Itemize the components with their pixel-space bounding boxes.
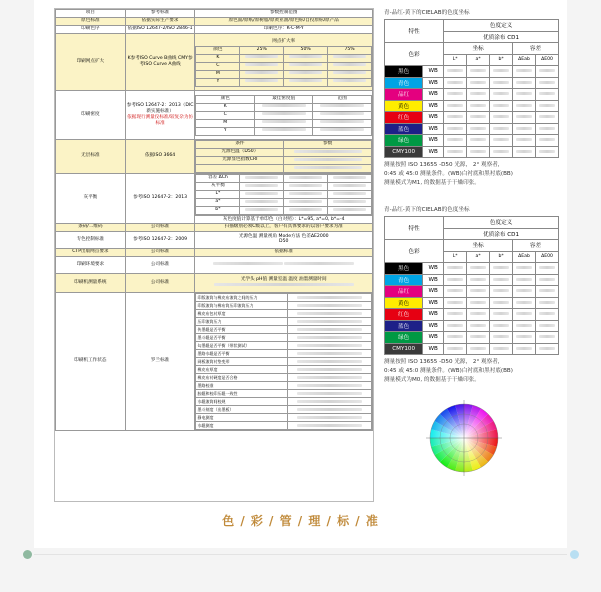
color-row	[385, 112, 559, 124]
check-label: 橡皮布包衬厚度	[196, 310, 287, 318]
header-substrate: 优质涂布 CD1	[444, 31, 559, 43]
value-cell	[444, 135, 467, 147]
value-cell	[467, 263, 490, 275]
value-cell	[513, 286, 536, 298]
value-cell	[513, 343, 536, 355]
row-item: 印刷机工作状态	[56, 293, 126, 431]
value-cell	[536, 66, 559, 78]
color-swatch: CMY100	[385, 343, 423, 355]
row-params: 光源色温 测量视角 Mode方法 色差ΔE2000	[238, 234, 329, 240]
color-swatch: 蓝色	[385, 123, 423, 135]
backing-label: WB	[423, 112, 444, 124]
color-row	[385, 89, 559, 101]
value-cell	[467, 77, 490, 89]
row-item: 原色标准	[56, 18, 126, 26]
gb-formula: 灰色度值计算基于单印色（白对照）：L*=95, a*=0, b*=-4	[195, 215, 372, 223]
table-row	[56, 224, 373, 232]
row-item: CTP出版网点要求	[56, 249, 126, 257]
value-cell	[467, 66, 490, 78]
value-cell	[467, 332, 490, 344]
axis-label: L*	[444, 54, 467, 66]
header-substrate: 优质涂布 CD1	[444, 228, 559, 240]
header-characteristic: 特性	[385, 20, 444, 43]
measurement-note: 测量模式为M0, 的数据基于干燥印张。	[384, 377, 480, 383]
row-params: 扫描级别必须C级以上，客户有具体要求的以客户要求为准	[195, 224, 373, 232]
color-row	[385, 263, 559, 275]
value-cell	[490, 89, 513, 101]
value-cell	[536, 77, 559, 89]
row-ref: 参考ISO 12647-2：2013（DIC新实施标准）	[126, 103, 194, 114]
sub-header: 颜色	[196, 95, 255, 103]
backing-label: WB	[423, 89, 444, 101]
value-cell	[513, 309, 536, 321]
standards-document	[54, 8, 374, 502]
value-cell	[536, 274, 559, 286]
color-row	[385, 123, 559, 135]
header-coordinates: 坐标	[444, 43, 513, 55]
value-cell	[513, 274, 536, 286]
color-section-1	[384, 8, 559, 188]
backing-label: WB	[423, 274, 444, 286]
dot-gain-subtable	[195, 46, 372, 87]
row-item: 无层标准	[56, 140, 126, 174]
value-cell	[490, 112, 513, 124]
measurement-note: 测量按照 ISO 13655 -D50 光源， 2° 观察者，	[384, 162, 504, 168]
color-row	[385, 332, 559, 344]
row-item: 灰平衡	[56, 174, 126, 224]
value-cell	[444, 286, 467, 298]
color-row	[385, 309, 559, 321]
value-cell	[444, 343, 467, 355]
condition-label: 光源色温（D50）	[196, 149, 284, 157]
header-color-definition: 色度定义	[444, 217, 559, 229]
table-row	[56, 232, 373, 249]
value-cell	[536, 146, 559, 158]
header-coordinates: 坐标	[444, 240, 513, 252]
value-cell	[490, 274, 513, 286]
check-label: 墨斗刻度（出墨板）	[196, 406, 287, 414]
color-label: C	[196, 111, 255, 119]
backing-label: WB	[423, 297, 444, 309]
value-cell	[467, 100, 490, 112]
value-cell	[444, 274, 467, 286]
sub-header: 50%	[284, 46, 328, 54]
row-ref: 罗兰标准	[125, 293, 195, 431]
color-row	[385, 100, 559, 112]
right-dot-indicator	[570, 550, 579, 559]
value-cell	[536, 297, 559, 309]
value-cell	[536, 112, 559, 124]
color-swatch: 绿色	[385, 135, 423, 147]
backing-label: WB	[423, 309, 444, 321]
color-row	[385, 343, 559, 355]
check-label: 勾墨辊是否平衡（带状测试）	[196, 342, 287, 350]
row-params: 印刷色序：K-C-M-Y	[195, 26, 373, 34]
check-label: 印版滚筒与橡布筒压印滚筒压力	[196, 302, 287, 310]
header-reference: 参考标准	[125, 10, 195, 18]
color-swatch: 黑色	[385, 66, 423, 78]
sub-header: 颜色	[196, 46, 240, 54]
check-label: 压印滚筒压力	[196, 318, 287, 326]
color-label: M	[196, 119, 255, 127]
header-color: 色彩	[385, 43, 444, 66]
color-row	[385, 77, 559, 89]
backing-label: WB	[423, 135, 444, 147]
axis-label: a*	[467, 251, 490, 263]
value-cell	[513, 297, 536, 309]
row-params: 网点扩大率	[272, 38, 296, 44]
row-ref: 参考ISO 12647-2：2013	[125, 174, 195, 224]
row-params: 依据标准	[195, 249, 373, 257]
check-label: 橡皮布衬硬度是否合格	[196, 374, 287, 382]
value-cell	[513, 135, 536, 147]
value-cell	[513, 332, 536, 344]
gb-label: 灰平衡	[196, 183, 240, 191]
color-wheel-image	[424, 398, 504, 478]
value-cell	[513, 146, 536, 158]
value-cell	[490, 297, 513, 309]
table-row	[56, 26, 373, 34]
axis-label: b*	[490, 54, 513, 66]
row-ref-note: 依据现行测量仪标准/较复杂为仿标准	[127, 115, 194, 126]
value-cell	[536, 263, 559, 275]
axis-label: L*	[444, 251, 467, 263]
axis-label: ΔEab	[513, 251, 536, 263]
value-cell	[490, 77, 513, 89]
header-project: 项目	[56, 10, 126, 18]
color-row	[385, 320, 559, 332]
measurement-note: 测量按照 ISO 13655 -D50 光源， 2° 观察者，	[384, 359, 504, 365]
header-characteristic: 特性	[385, 217, 444, 240]
value-cell	[467, 343, 490, 355]
gb-label: 容差 ΔCh	[196, 175, 240, 183]
table-row	[56, 274, 373, 293]
backing-label: WB	[423, 77, 444, 89]
value-cell	[467, 123, 490, 135]
row-item: 条码/二维码	[56, 224, 126, 232]
color-label: Y	[196, 127, 255, 135]
color-row	[385, 297, 559, 309]
row-item: 印刷密度	[56, 91, 126, 140]
value-cell	[536, 309, 559, 321]
row-item: 印刷色序	[56, 26, 126, 34]
gb-label: L*	[196, 191, 240, 199]
value-cell	[536, 320, 559, 332]
value-cell	[467, 297, 490, 309]
header-tolerance: 容差	[513, 240, 559, 252]
value-cell	[467, 89, 490, 101]
value-cell	[536, 89, 559, 101]
backing-label: WB	[423, 146, 444, 158]
backing-label: WB	[423, 100, 444, 112]
sub-header: 75%	[328, 46, 372, 54]
color-label: Y	[196, 78, 240, 86]
value-cell	[513, 123, 536, 135]
axis-label: ΔE00	[536, 54, 559, 66]
row-ref: 依据ISO 3664	[125, 140, 195, 174]
backing-label: WB	[423, 343, 444, 355]
color-swatch: 品红	[385, 89, 423, 101]
value-cell	[536, 135, 559, 147]
value-cell	[444, 89, 467, 101]
sub-header: 参数	[284, 141, 372, 149]
value-cell	[490, 123, 513, 135]
cielab-table	[384, 216, 559, 355]
check-label: 静电测度	[196, 414, 287, 422]
measurement-note: 测量模式为M1, 的数据基于干燥印张。	[384, 180, 480, 186]
value-cell	[444, 332, 467, 344]
value-cell	[444, 146, 467, 158]
value-cell	[513, 89, 536, 101]
table-row	[56, 293, 373, 431]
row-ref: 公司标准	[125, 249, 195, 257]
color-swatch: CMY100	[385, 146, 423, 158]
color-table-title: 青-品红-黄下的CIELAB的色度坐标	[384, 10, 470, 16]
row-params-2: D50	[279, 239, 289, 244]
header-tolerance: 容差	[513, 43, 559, 55]
header-color-definition: 色度定义	[444, 20, 559, 32]
value-cell	[444, 123, 467, 135]
backing-label: WB	[423, 66, 444, 78]
check-label: 墨斗辊是否平衡	[196, 334, 287, 342]
check-label: 水辊滚筒间校规	[196, 398, 287, 406]
table-row	[56, 257, 373, 274]
gray-balance-subtable	[195, 174, 372, 215]
value-cell	[536, 343, 559, 355]
sub-header: 条件	[196, 141, 284, 149]
measurement-note: 0:45 或 45:0 测量条件。(WB)白衬底和黑衬底(BB)	[384, 171, 513, 177]
header-color: 色彩	[385, 240, 444, 263]
press-check-subtable	[195, 293, 372, 430]
axis-label: ΔEab	[513, 54, 536, 66]
value-cell	[513, 263, 536, 275]
sub-header: 25%	[240, 46, 284, 54]
color-swatch: 黄色	[385, 297, 423, 309]
color-swatch: 红色	[385, 309, 423, 321]
table-row	[56, 18, 373, 26]
row-params: 原色面/原纸/原树脂/原黄亚油/原色标/自投原标/原产品	[195, 18, 373, 26]
value-cell	[444, 320, 467, 332]
sub-header: 范围	[313, 95, 372, 103]
color-label: K	[196, 103, 255, 111]
value-cell	[490, 263, 513, 275]
check-label: 传墨辊是否平衡	[196, 326, 287, 334]
value-cell	[490, 309, 513, 321]
row-item: 印刷机测量系统	[56, 274, 126, 293]
color-row	[385, 66, 559, 78]
backing-label: WB	[423, 263, 444, 275]
value-cell	[467, 320, 490, 332]
check-label: 网板滚筒衬垫变形	[196, 358, 287, 366]
value-cell	[444, 263, 467, 275]
value-cell	[490, 332, 513, 344]
color-label: M	[196, 70, 240, 78]
value-cell	[467, 286, 490, 298]
color-swatch: 绿色	[385, 332, 423, 344]
row-ref: 公司标准	[125, 274, 195, 293]
value-cell	[490, 146, 513, 158]
left-dot-indicator	[23, 550, 32, 559]
row-ref: K参考ISO Curve B曲线 CMY参考ISO Curve A曲线	[125, 34, 195, 91]
axis-label: a*	[467, 54, 490, 66]
value-cell	[444, 112, 467, 124]
value-cell	[490, 100, 513, 112]
table-row	[56, 174, 373, 224]
value-cell	[444, 309, 467, 321]
axis-label: ΔE00	[536, 251, 559, 263]
backing-label: WB	[423, 123, 444, 135]
value-cell	[467, 135, 490, 147]
value-cell	[490, 135, 513, 147]
header-control: 参数控制范围	[195, 10, 373, 18]
row-item: 印刷环境要求	[56, 257, 126, 274]
row-item: 印刷网点扩大	[56, 34, 126, 91]
value-cell	[490, 343, 513, 355]
check-label: 胶辊和校印压辊一致性	[196, 390, 287, 398]
row-ref: 依据ISO 12647-2/ISO 2846-1	[125, 26, 195, 34]
color-swatch: 青色	[385, 274, 423, 286]
color-table-title: 青-品红-黄下的CIELAB的色度坐标	[384, 207, 470, 213]
table-header-row	[56, 10, 373, 18]
row-params: 光学头 pH值 测量室温 温度 油墨测量时间	[240, 276, 327, 282]
sub-header: 最佳密度值	[254, 95, 313, 103]
check-label: 墨路校准	[196, 382, 287, 390]
standards-table	[55, 9, 373, 431]
light-source-subtable	[195, 140, 372, 173]
value-cell	[444, 297, 467, 309]
value-cell	[513, 100, 536, 112]
check-label: 印版滚筒与橡皮布滚筒之间的压力	[196, 294, 287, 302]
color-row	[385, 274, 559, 286]
row-ref: 参考ISO 12647-2：2009	[125, 232, 195, 249]
section-caption: 色 / 彩 / 管 / 理 / 标 / 准	[222, 514, 379, 528]
value-cell	[536, 286, 559, 298]
check-label: 橡皮布厚度	[196, 366, 287, 374]
condition-label	[196, 165, 284, 173]
table-row	[56, 140, 373, 174]
value-cell	[467, 146, 490, 158]
measurement-note: 0:45 或 45:0 测量条件。(WB)白衬底和黑衬底(BB)	[384, 368, 513, 374]
value-cell	[513, 320, 536, 332]
value-cell	[513, 66, 536, 78]
row-item: 专色控制标准	[56, 232, 126, 249]
color-swatch: 红色	[385, 112, 423, 124]
check-label: 墨路水辊是否平衡	[196, 350, 287, 358]
row-ref: 公司标准	[125, 224, 195, 232]
backing-label: WB	[423, 320, 444, 332]
backing-label: WB	[423, 286, 444, 298]
value-cell	[467, 274, 490, 286]
color-row	[385, 146, 559, 158]
axis-label: b*	[490, 251, 513, 263]
color-label: K	[196, 54, 240, 62]
value-cell	[490, 320, 513, 332]
value-cell	[490, 66, 513, 78]
density-subtable	[195, 95, 372, 136]
value-cell	[536, 332, 559, 344]
value-cell	[513, 112, 536, 124]
value-cell	[467, 309, 490, 321]
value-cell	[444, 66, 467, 78]
condition-label: 光源显色指数CRI	[196, 157, 284, 165]
cielab-table	[384, 19, 559, 158]
value-cell	[467, 112, 490, 124]
gb-label: a*	[196, 199, 240, 207]
color-swatch: 黄色	[385, 100, 423, 112]
value-cell	[444, 100, 467, 112]
check-label: 水辊测度	[196, 422, 287, 430]
table-row	[56, 249, 373, 257]
color-swatch: 蓝色	[385, 320, 423, 332]
row-ref: 公司标准	[125, 257, 195, 274]
color-swatch: 青色	[385, 77, 423, 89]
backing-label: WB	[423, 332, 444, 344]
value-cell	[513, 77, 536, 89]
color-row	[385, 135, 559, 147]
color-swatch: 黑色	[385, 263, 423, 275]
value-cell	[490, 286, 513, 298]
row-ref: 依据实际生产要求	[125, 18, 195, 26]
divider-line	[34, 554, 567, 555]
table-row	[56, 91, 373, 140]
value-cell	[444, 77, 467, 89]
color-label: C	[196, 62, 240, 70]
value-cell	[536, 100, 559, 112]
color-swatch: 品红	[385, 286, 423, 298]
color-section-2	[384, 205, 559, 385]
table-row	[56, 34, 373, 91]
value-cell	[536, 123, 559, 135]
color-row	[385, 286, 559, 298]
gb-label: b*	[196, 207, 240, 215]
